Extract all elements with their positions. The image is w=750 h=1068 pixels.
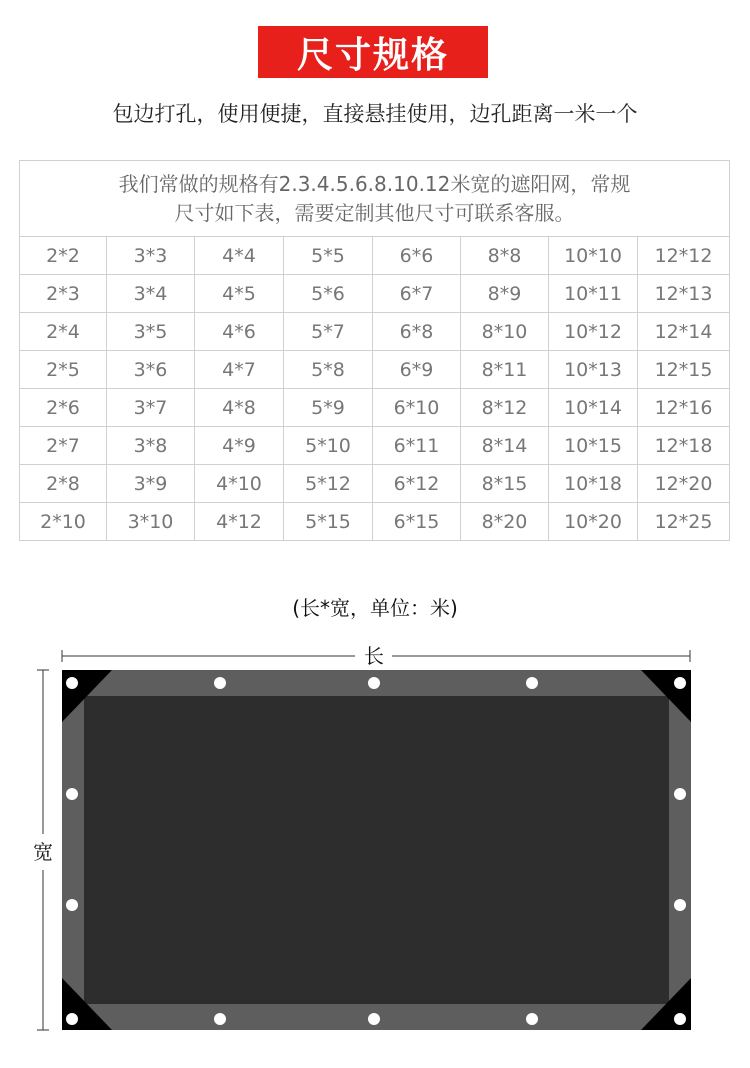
size-cell: 3*6 bbox=[107, 351, 195, 389]
grommet bbox=[674, 677, 686, 689]
grommet bbox=[526, 1013, 538, 1025]
table-note-line-2: 尺寸如下表，需要定制其他尺寸可联系客服。 bbox=[174, 200, 575, 225]
grommet bbox=[66, 677, 78, 689]
size-cell: 6*8 bbox=[373, 313, 461, 351]
size-cell: 2*3 bbox=[20, 275, 107, 313]
size-cell: 12*13 bbox=[638, 275, 730, 313]
size-cell: 5*7 bbox=[284, 313, 373, 351]
size-cell: 3*7 bbox=[107, 389, 195, 427]
size-cell: 6*12 bbox=[373, 465, 461, 503]
grommet bbox=[526, 677, 538, 689]
size-cell: 10*14 bbox=[549, 389, 638, 427]
table-row bbox=[20, 465, 730, 503]
table-row bbox=[20, 313, 730, 351]
table-row bbox=[20, 389, 730, 427]
size-cell: 6*6 bbox=[373, 237, 461, 275]
table-note-line-1: 我们常做的规格有2.3.4.5.6.8.10.12米宽的遮阳网，常规 bbox=[118, 171, 631, 196]
size-cell: 5*12 bbox=[284, 465, 373, 503]
grommet bbox=[368, 677, 380, 689]
size-cell: 10*18 bbox=[549, 465, 638, 503]
table-row bbox=[20, 275, 730, 313]
size-cell: 8*12 bbox=[461, 389, 549, 427]
size-spec-table bbox=[19, 160, 730, 541]
size-cell: 3*5 bbox=[107, 313, 195, 351]
size-cell: 8*9 bbox=[461, 275, 549, 313]
size-cell: 2*5 bbox=[20, 351, 107, 389]
unit-note: (长*宽，单位：米) bbox=[292, 596, 458, 620]
size-cell: 10*11 bbox=[549, 275, 638, 313]
size-cell: 8*14 bbox=[461, 427, 549, 465]
size-cell: 12*14 bbox=[638, 313, 730, 351]
size-cell: 8*11 bbox=[461, 351, 549, 389]
subtitle: 包边打孔，使用便捷，直接悬挂使用，边孔距离一米一个 bbox=[112, 102, 638, 126]
net-body bbox=[84, 696, 669, 1004]
size-cell: 3*9 bbox=[107, 465, 195, 503]
size-cell: 6*11 bbox=[373, 427, 461, 465]
size-cell: 10*15 bbox=[549, 427, 638, 465]
width-label: 宽 bbox=[33, 840, 53, 864]
grommet bbox=[66, 788, 78, 800]
size-cell: 12*16 bbox=[638, 389, 730, 427]
table-note bbox=[20, 161, 730, 237]
size-cell: 6*10 bbox=[373, 389, 461, 427]
grommet bbox=[674, 1013, 686, 1025]
size-cell: 4*10 bbox=[195, 465, 284, 503]
size-cell: 12*18 bbox=[638, 427, 730, 465]
size-cell: 12*12 bbox=[638, 237, 730, 275]
grommet bbox=[66, 899, 78, 911]
size-cell: 8*15 bbox=[461, 465, 549, 503]
page-title: 尺寸规格 bbox=[258, 26, 488, 78]
grommet bbox=[368, 1013, 380, 1025]
grommet bbox=[214, 677, 226, 689]
size-cell: 5*5 bbox=[284, 237, 373, 275]
size-cell: 5*15 bbox=[284, 503, 373, 541]
size-cell: 8*20 bbox=[461, 503, 549, 541]
size-cell: 3*8 bbox=[107, 427, 195, 465]
table-row bbox=[20, 427, 730, 465]
size-cell: 4*5 bbox=[195, 275, 284, 313]
size-cell: 5*10 bbox=[284, 427, 373, 465]
size-cell: 12*15 bbox=[638, 351, 730, 389]
size-cell: 12*25 bbox=[638, 503, 730, 541]
size-cell: 3*10 bbox=[107, 503, 195, 541]
size-cell: 10*13 bbox=[549, 351, 638, 389]
size-cell: 3*4 bbox=[107, 275, 195, 313]
shade-net-diagram bbox=[0, 630, 750, 1050]
size-cell: 12*20 bbox=[638, 465, 730, 503]
size-cell: 10*12 bbox=[549, 313, 638, 351]
size-cell: 4*7 bbox=[195, 351, 284, 389]
size-cell: 8*8 bbox=[461, 237, 549, 275]
size-cell: 6*7 bbox=[373, 275, 461, 313]
size-cell: 2*7 bbox=[20, 427, 107, 465]
size-cell: 10*10 bbox=[549, 237, 638, 275]
grommet bbox=[66, 1013, 78, 1025]
size-cell: 6*15 bbox=[373, 503, 461, 541]
size-cell: 2*2 bbox=[20, 237, 107, 275]
size-cell: 6*9 bbox=[373, 351, 461, 389]
table-row bbox=[20, 503, 730, 541]
size-cell: 8*10 bbox=[461, 313, 549, 351]
size-cell: 4*6 bbox=[195, 313, 284, 351]
size-cell: 2*4 bbox=[20, 313, 107, 351]
size-cell: 4*12 bbox=[195, 503, 284, 541]
size-cell: 3*3 bbox=[107, 237, 195, 275]
size-cell: 4*9 bbox=[195, 427, 284, 465]
size-cell: 10*20 bbox=[549, 503, 638, 541]
grommet bbox=[674, 899, 686, 911]
size-cell: 5*6 bbox=[284, 275, 373, 313]
grommet bbox=[214, 1013, 226, 1025]
size-cell: 5*9 bbox=[284, 389, 373, 427]
grommet bbox=[674, 788, 686, 800]
size-cell: 4*4 bbox=[195, 237, 284, 275]
size-cell: 5*8 bbox=[284, 351, 373, 389]
table-row bbox=[20, 237, 730, 275]
size-cell: 2*10 bbox=[20, 503, 107, 541]
size-cell: 2*8 bbox=[20, 465, 107, 503]
size-cell: 2*6 bbox=[20, 389, 107, 427]
table-row bbox=[20, 351, 730, 389]
size-cell: 4*8 bbox=[195, 389, 284, 427]
length-label: 长 bbox=[364, 644, 384, 668]
